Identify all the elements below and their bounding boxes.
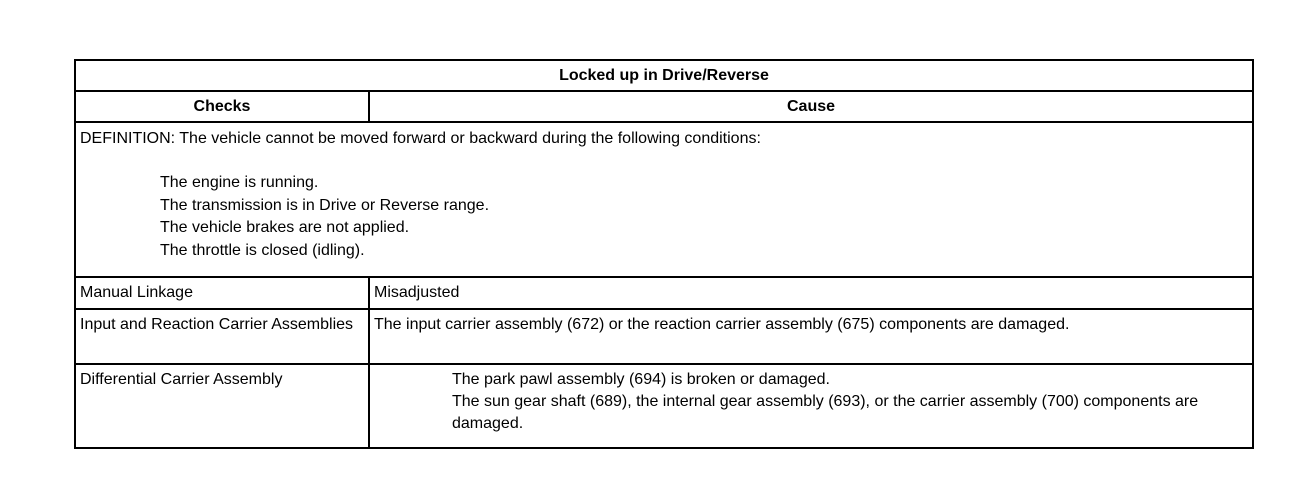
condition-list: [160, 172, 1248, 262]
cause-item: The park pawl assembly (694) is broken or damaged.: [452, 371, 830, 388]
check-cell: Differential Carrier Assembly: [75, 364, 369, 448]
table-row: [75, 364, 1253, 448]
condition-item: The throttle is closed (idling).: [160, 241, 365, 259]
table-row: [75, 277, 1253, 309]
cause-cell: The input carrier assembly (672) or the reaction carrier assembly (675) components are damaged.: [369, 309, 1253, 364]
definition-cell: [75, 122, 1253, 277]
cause-cell: Misadjusted: [369, 277, 1253, 309]
header-checks: Checks: [75, 91, 369, 122]
cause-list: [452, 369, 1248, 435]
diagnostic-table: [74, 59, 1254, 449]
condition-item: The engine is running.: [160, 174, 319, 191]
cause-cell: [369, 364, 1253, 448]
header-cause: Cause: [369, 91, 1253, 122]
table-row: [75, 309, 1253, 364]
table-title: Locked up in Drive/Reverse: [75, 60, 1253, 91]
condition-item: The transmission is in Drive or Reverse range.: [160, 196, 490, 214]
cause-item: The sun gear shaft (689), the internal gear assembly (693), or the carrier assembly (700) components are damaged.: [452, 393, 1199, 432]
definition-text: DEFINITION: The vehicle cannot be moved forward or backward during the following conditions:: [80, 130, 761, 147]
condition-item: The vehicle brakes are not applied.: [160, 219, 410, 236]
check-cell: Manual Linkage: [75, 277, 369, 309]
check-cell: Input and Reaction Carrier Assemblies: [75, 309, 369, 364]
